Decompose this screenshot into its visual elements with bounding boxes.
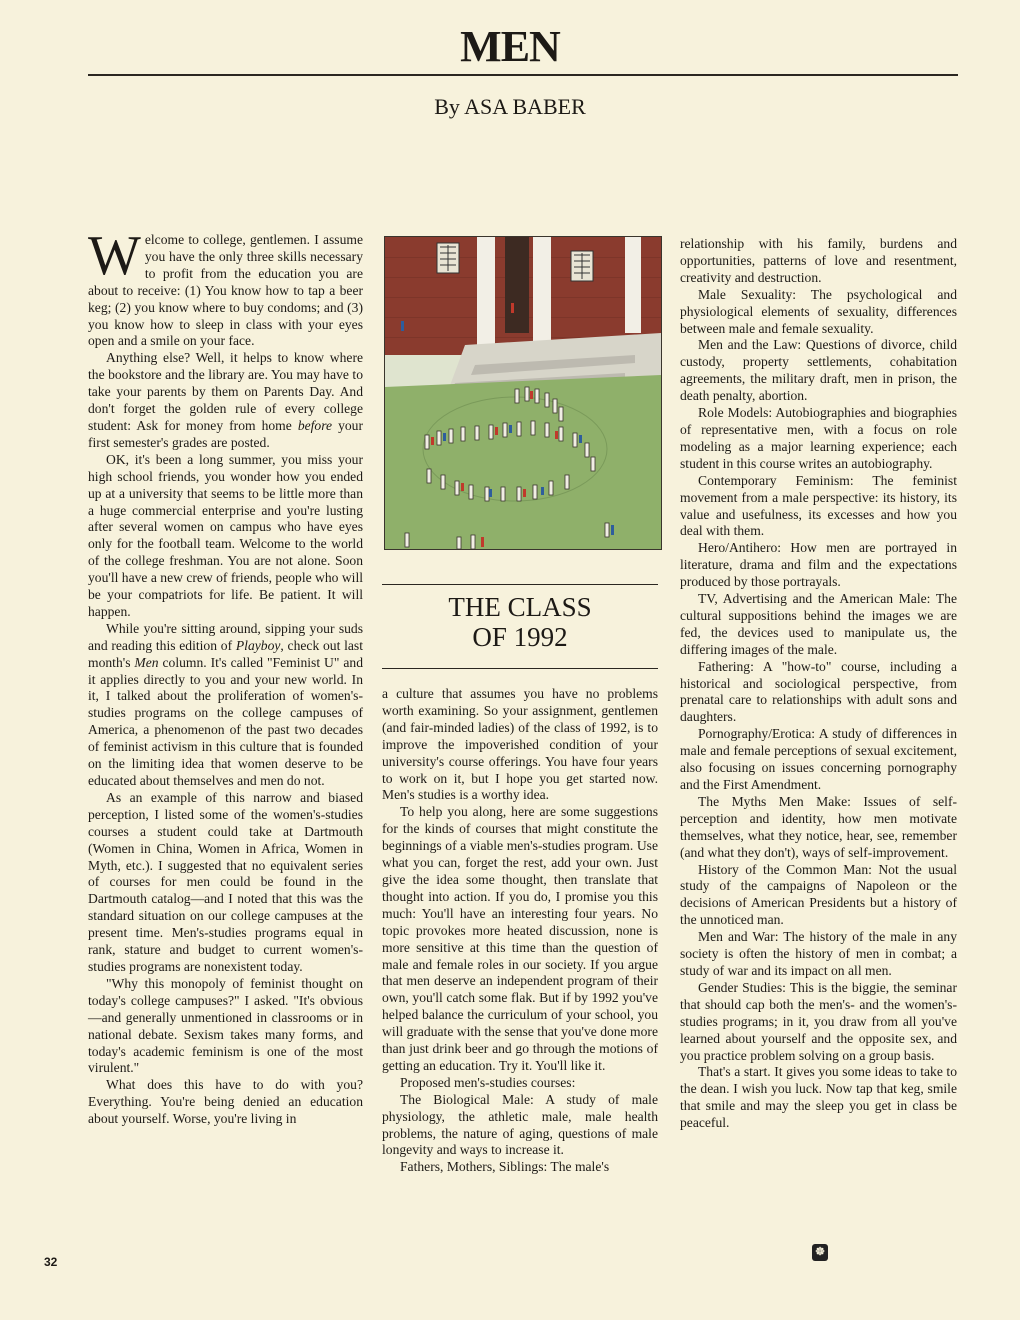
article-column-2 <box>382 686 658 1176</box>
article-paragraph: "Why this monopoly of feminist thought on today's college campuses?" I asked. "It's obvious—and generally unmentioned in classrooms or in national debate. Sexism takes many forms, and today's academic feminism is one of the most virulent." <box>88 975 363 1076</box>
headline-rule-top <box>382 584 658 585</box>
article-paragraph <box>88 225 363 350</box>
drop-cap: W <box>88 225 141 287</box>
paragraph-text: elcome to college, gentlemen. I assume you have the only three skills necessary to profit from the education you are about to receive: (1) You know how to tap a beer keg; (2) you know where to buy condoms; and (3) you know how to sleep in class with your eyes open and a smile on your face. <box>88 232 363 349</box>
article-paragraph: Fathering: A "how-to" course, including a historical and sociological perspective, from prenatal care to relationships with adult sons and daughters. <box>680 658 957 725</box>
page-number: 32 <box>44 1255 58 1269</box>
article-paragraph: Gender Studies: This is the biggie, the seminar that should cap both the men's- and the women's-studies programs; in it, you draw from all you've learned about yourself and the opposite sex, and you practice problem solving on a group basis. <box>680 979 957 1063</box>
illustration-art <box>385 237 661 549</box>
article-paragraph: TV, Advertising and the American Male: The cultural suppositions behind the images we are fed, the devices used to manipulate us, the differing images of the male. <box>680 591 957 657</box>
emphasis-text: Playboy <box>235 637 281 653</box>
article-paragraph: Role Models: Autobiographies and biographies of representative men, with a focus on role modeling as a major learning experience; each student in this course writes an autobiography. <box>680 405 957 471</box>
article-paragraph: The Myths Men Make: Issues of self-perception and identity, how men motivate themselves, what they notice, hear, see, remember (and what they don't), ways of self-improvement. <box>680 793 957 860</box>
article-paragraph: Fathers, Mothers, Siblings: The male's <box>400 1159 610 1175</box>
campus-spiral-illustration <box>384 236 662 550</box>
paragraph-text: While you're sitting around, sipping your suds and reading this edition of <box>88 620 363 653</box>
paragraph-text: Anything else? Well, it helps to know where the bookstore and the library are. You may have to take your parents by them on Parents Day. And don't forget the golden rule of every college student: Ask for money from home <box>88 350 363 433</box>
article-paragraph: Contemporary Feminism: The feminist movement from a male perspective: its history, its value and usefulness, its excesses and how you deal with them. <box>680 472 957 539</box>
emphasis-text: before <box>297 417 333 433</box>
article-paragraph: What does this have to do with you? Everything. You're being denied an education about yourself. Worse, you're living in <box>88 1077 363 1127</box>
article-column-1 <box>88 225 363 1128</box>
article-paragraph: The Biological Male: A study of male physiology, the athletic male, male health problems, the nature of aging, questions of male longevity and ways to increase it. <box>382 1091 658 1158</box>
headline-rule-bottom <box>382 668 658 669</box>
article-paragraph: Men and War: The history of the male in any society is often the history of men in combat; a study of war and its impact on all men. <box>680 929 957 978</box>
emphasis-text: Men <box>134 654 159 670</box>
byline: By ASA BABER <box>434 94 586 119</box>
article-headline-line-2: OF 1992 <box>472 622 568 652</box>
article-paragraph: relationship with his family, burdens and opportunities, patterns of love and resentment, creativity and destruction. <box>680 236 957 285</box>
article-paragraph: a culture that assumes you have no problems worth examining. So your assignment, gentlemen (and fair-minded ladies) of the class of 1992, is to improve the impoverished condition of your university's course offerings. You have four years to work on it, but I hope you get started now. Men's studies is a worthy idea. <box>382 686 658 803</box>
rabbit-end-mark-icon: ☸ <box>812 1244 828 1261</box>
article-column-3 <box>680 236 957 1132</box>
article-headline-line-1: THE CLASS <box>448 592 592 622</box>
article-headline-box <box>382 592 658 652</box>
paragraph-text: , check out last month's <box>88 637 363 670</box>
article-paragraph: Proposed men's-studies courses: <box>400 1074 576 1090</box>
article-paragraph <box>88 350 363 451</box>
section-title: MEN <box>460 22 560 71</box>
article-paragraph: OK, it's been a long summer, you miss your high school friends, you wonder how you ended up at a university that seems to be little more than a huge commercial enterprise and you're lusting after several women on campus who have eyes only for the football team. Welcome to the world of the college freshman. You are not alone. Soon you'll have a new crew of friends, people who will be your compatriots for life. Be patient. It will happen. <box>88 451 363 619</box>
article-paragraph <box>88 621 363 790</box>
paragraph-text: your first semester's grades are posted. <box>88 417 363 450</box>
article-paragraph: Men and the Law: Questions of divorce, child custody, property settlements, cohabitation agreements, the military draft, men in prison, the death penalty, abortion. <box>680 337 957 404</box>
article-paragraph: Pornography/Erotica: A study of differences in male and female perceptions of sexual excitement, also focusing on issues concerning pornography and the First Amendment. <box>680 726 957 792</box>
article-paragraph: As an example of this narrow and biased perception, I listed some of the women's-studies courses a student could take at Dartmouth (Women in China, Women in Africa, Women in Myth, etc.). I suggested that no equivalent series of courses for men could be found in the Dartmouth catalog—and I noted that this was the standard situation on our college campuses at the present time. Men's-studies programs equal in rank, stature and budget to current women's-studies programs are nonexistent today. <box>88 789 363 974</box>
paragraph-text: column. It's called "Feminist U" and it applies directly to you and your new world. In it, I talked about the proliferation of women's-studies programs on the college campuses of America, a phenomenon of the past two decades of feminist activism in this culture that is founded on the limiting idea that women deserve to be educated about themselves and men do not. <box>88 654 363 788</box>
article-paragraph: To help you along, here are some suggestions for the kinds of courses that might constitute the beginnings of a viable men's-studies program. Use what you can, forget the rest, add your own. Just give the idea some thought, then translate that thought into action. If you do, I promise you this much: You'll have an interesting four years. No topic provokes more heated discussion, none is more sensitive at this time than the question of male and female roles in our society. If you argue that men deserve an independent program of their own, you'll catch some flak. But if by 1992 you've helped balance the curriculum of your school, you will graduate with the sense that you've done more than just drink beer and go through the motions of getting an education. Try it. You'll like it. <box>382 804 658 1073</box>
article-paragraph: Male Sexuality: The psychological and physiological elements of sexuality, differences between male and female sexuality. <box>680 286 957 336</box>
article-paragraph: Hero/Antihero: How men are portrayed in literature, drama and film and the expectations produced by those portrayals. <box>680 540 957 590</box>
title-rule <box>88 74 958 76</box>
article-paragraph: That's a start. It gives you some ideas to take to the dean. I wish you luck. Now tap that keg, smile that smile and may the sleep you get in class be peaceful. <box>680 1064 957 1131</box>
article-paragraph: History of the Common Man: Not the usual study of the campaigns of Napoleon or the decisions of American Presidents but a history of the unnoticed man. <box>680 861 957 928</box>
